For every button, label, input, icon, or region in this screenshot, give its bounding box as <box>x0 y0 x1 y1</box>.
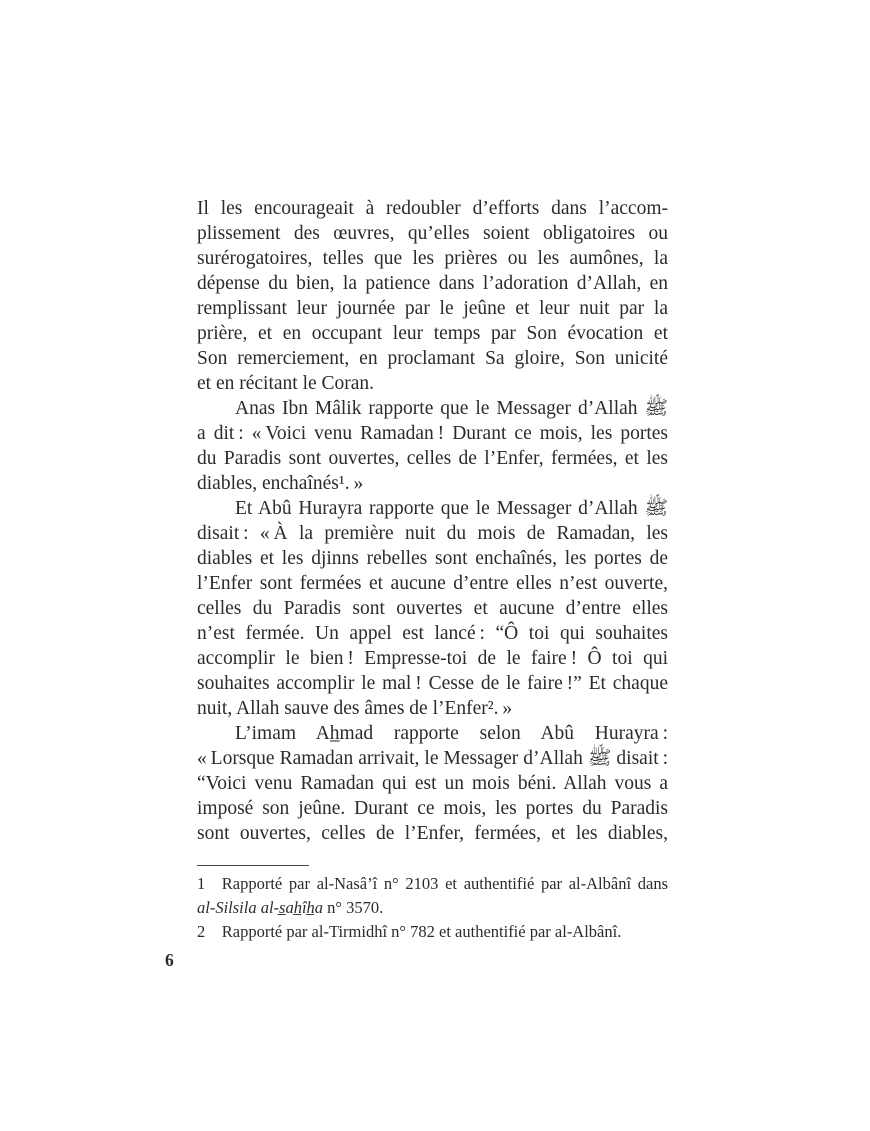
text-line: souhaites accomplir le mal ! Cesse de le faire !” Et chaque <box>197 673 668 694</box>
page-number: 6 <box>165 950 174 970</box>
text-line: plissement des œuvres, qu’elles soient obligatoires ou <box>197 223 668 244</box>
text-line: prière, et en occupant leur temps par Son évocation et <box>197 323 668 344</box>
text-line: diables et les djinns rebelles sont enchaînés, les portes de <box>197 548 668 569</box>
text-line: n’est fermée. Un appel est lancé : “Ô toi qui souhaites <box>197 623 668 644</box>
footnote-text: n° 3570. <box>323 898 384 917</box>
paragraph <box>197 721 668 846</box>
text-line: du Paradis sont ouvertes, celles de l’Enfer, fermées, et les <box>197 448 668 469</box>
footnote-book-title: al-Silsila al-s̲ah̲îh̲a <box>197 898 324 917</box>
paragraph <box>197 396 668 496</box>
footnotes <box>197 865 668 944</box>
text-line: nuit, Allah sauve des âmes de l’Enfer². » <box>197 698 513 719</box>
text-line: dépense du bien, la patience dans l’adoration d’Allah, en <box>197 273 668 294</box>
footnote-text: 1 Rapporté par al-Nasâ’î n° 2103 et authentifié par al-Albânî dans <box>197 874 668 893</box>
text-line: accomplir le bien ! Empresse-toi de le faire ! Ô toi qui <box>197 648 668 669</box>
text-line: Anas Ibn Mâlik rapporte que le Messager d’Allah ﷺ <box>235 398 668 419</box>
text-line: “Voici venu Ramadan qui est un mois béni. Allah vous a <box>197 773 668 794</box>
text-line: remplissant leur journée par le jeûne et leur nuit par la <box>197 298 668 319</box>
text-line: « Lorsque Ramadan arrivait, le Messager d’Allah ﷺ disait : <box>197 748 668 769</box>
text-line: disait : « À la première nuit du mois de Ramadan, les <box>197 523 668 544</box>
text-line: Il les encourageait à redoubler d’efforts dans l’accom- <box>197 198 668 219</box>
text-line: a dit : « Voici venu Ramadan ! Durant ce mois, les portes <box>197 423 668 444</box>
footnote-line <box>197 920 668 944</box>
paragraph <box>197 196 668 396</box>
footnote-line <box>197 896 668 920</box>
body-text <box>197 196 668 846</box>
footnote-separator <box>197 865 309 866</box>
text-line: et en récitant le Coran. <box>197 373 375 394</box>
text-line: diables, enchaînés¹. » <box>197 473 364 494</box>
text-line: celles du Paradis sont ouvertes et aucune d’entre elles <box>197 598 668 619</box>
paragraph <box>197 496 668 721</box>
footnote-text: 2 Rapporté par al-Tirmidhî n° 782 et authentifié par al-Albânî. <box>197 922 622 941</box>
text-line: surérogatoires, telles que les prières ou les aumônes, la <box>197 248 668 269</box>
footnote-list <box>197 872 668 944</box>
text-line: Et Abû Hurayra rapporte que le Messager d’Allah ﷺ <box>235 498 668 519</box>
text-line: Son remerciement, en proclamant Sa gloire, Son unicité <box>197 348 668 369</box>
text-line: L’imam Ah̲mad rapporte selon Abû Hurayra : <box>235 723 668 744</box>
text-line: sont ouvertes, celles de l’Enfer, fermées, et les diables, <box>197 823 668 844</box>
text-line: l’Enfer sont fermées et aucune d’entre elles n’est ouverte, <box>197 573 668 594</box>
footnote-line <box>197 872 668 896</box>
text-line: imposé son jeûne. Durant ce mois, les portes du Paradis <box>197 798 668 819</box>
